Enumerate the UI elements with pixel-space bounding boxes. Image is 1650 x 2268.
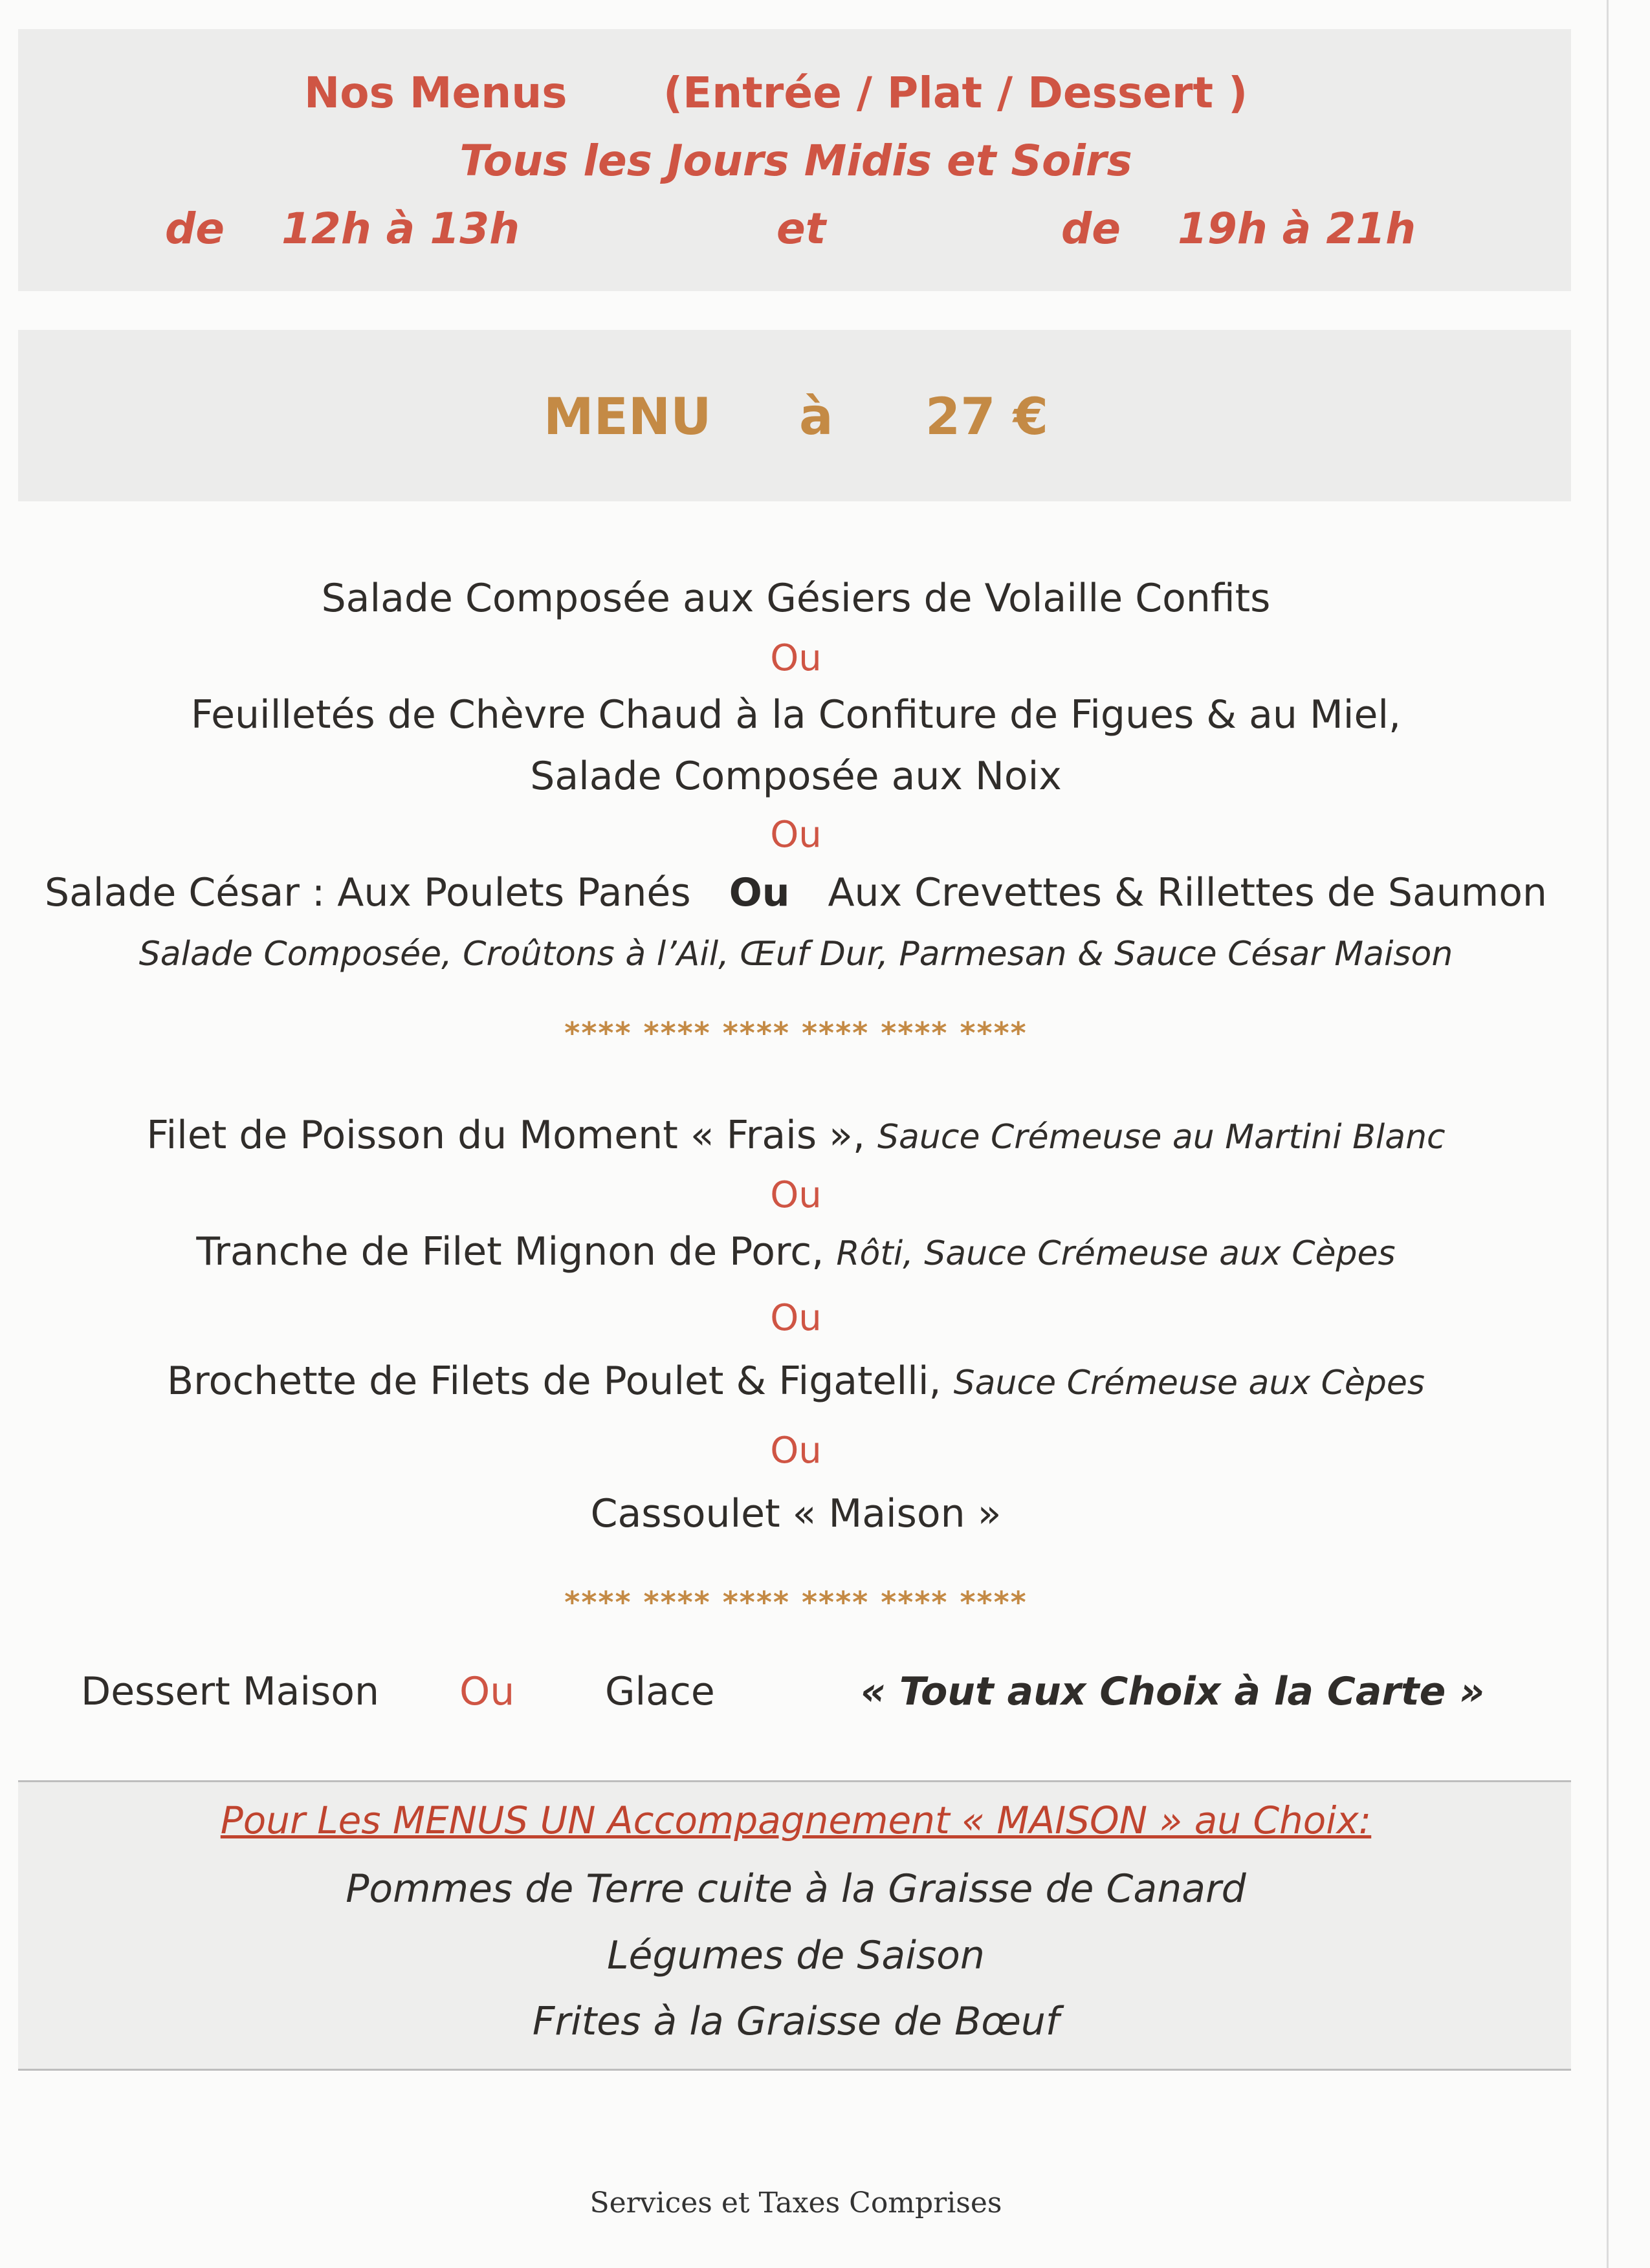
- ou-separator: Ou: [770, 1430, 822, 1472]
- side-pommes-de-terre: Pommes de Terre cuite à la Graisse de Canard: [346, 1866, 1246, 1912]
- menu-price: 27 €: [925, 388, 1048, 446]
- entree-cesar-crevettes: Aux Crevettes & Rillettes de Saumon: [828, 870, 1547, 915]
- menu-a: à: [799, 388, 833, 446]
- dessert-glace: Glace: [605, 1669, 715, 1714]
- plat-porc: Tranche de Filet Mignon de Porc, Rôti, Sauce Crémeuse aux Cèpes: [196, 1229, 1396, 1274]
- menu-label: MENU: [544, 388, 712, 446]
- ou-separator: Ou: [770, 1297, 822, 1339]
- header-days: Tous les Jours Midis et Soirs: [459, 136, 1132, 186]
- course-separator-1: **** **** **** **** **** ****: [564, 1016, 1028, 1051]
- ou-separator: Ou: [770, 814, 822, 856]
- entree-chevre-line2: Salade Composée aux Noix: [530, 754, 1062, 799]
- price-band: [18, 330, 1571, 501]
- header-lunch-hours: 12h à 13h: [281, 204, 520, 254]
- plat-brochette: Brochette de Filets de Poulet & Figatelli, Sauce Crémeuse aux Cèpes: [166, 1358, 1425, 1404]
- header-courses: (Entrée / Plat / Dessert ): [663, 68, 1248, 118]
- header-de-2: de: [1061, 204, 1121, 254]
- header-et: et: [776, 204, 826, 254]
- side-legumes: Légumes de Saison: [607, 1933, 985, 1978]
- entree-cesar-description: Salade Composée, Croûtons à l’Ail, Œuf Dur, Parmesan & Sauce César Maison: [138, 935, 1453, 974]
- entree-cesar: [0, 870, 1592, 915]
- dessert-ou: Ou: [459, 1669, 515, 1714]
- side-frites: Frites à la Graisse de Bœuf: [532, 1999, 1060, 2044]
- entree-gesiers: Salade Composée aux Gésiers de Volaille Confits: [321, 576, 1271, 621]
- header-title: Nos Menus: [304, 68, 567, 118]
- page-edge-line: [1607, 0, 1609, 2268]
- entree-cesar-ou: Ou: [729, 870, 790, 915]
- sides-title: Pour Les MENUS UN Accompagnement « MAISON » au Choix:: [220, 1798, 1372, 1842]
- entree-chevre-line1: Feuilletés de Chèvre Chaud à la Confiture de Figues & au Miel,: [190, 692, 1402, 737]
- ou-separator: Ou: [770, 637, 822, 679]
- plat-cassoulet: Cassoulet « Maison »: [590, 1491, 1002, 1536]
- plat-poisson: Filet de Poisson du Moment « Frais », Sauce Crémeuse au Martini Blanc: [146, 1113, 1446, 1158]
- course-separator-2: **** **** **** **** **** ****: [564, 1585, 1028, 1620]
- entree-cesar-poulet: Salade César : Aux Poulets Panés: [45, 870, 691, 915]
- header-de-1: de: [165, 204, 225, 254]
- dessert-maison: Dessert Maison: [81, 1669, 380, 1714]
- ou-separator: Ou: [770, 1174, 822, 1216]
- header-dinner-hours: 19h à 21h: [1178, 204, 1416, 254]
- dessert-carte-note: « Tout aux Choix à la Carte »: [861, 1669, 1485, 1714]
- footer-services: Services et Taxes Comprises: [589, 2186, 1002, 2219]
